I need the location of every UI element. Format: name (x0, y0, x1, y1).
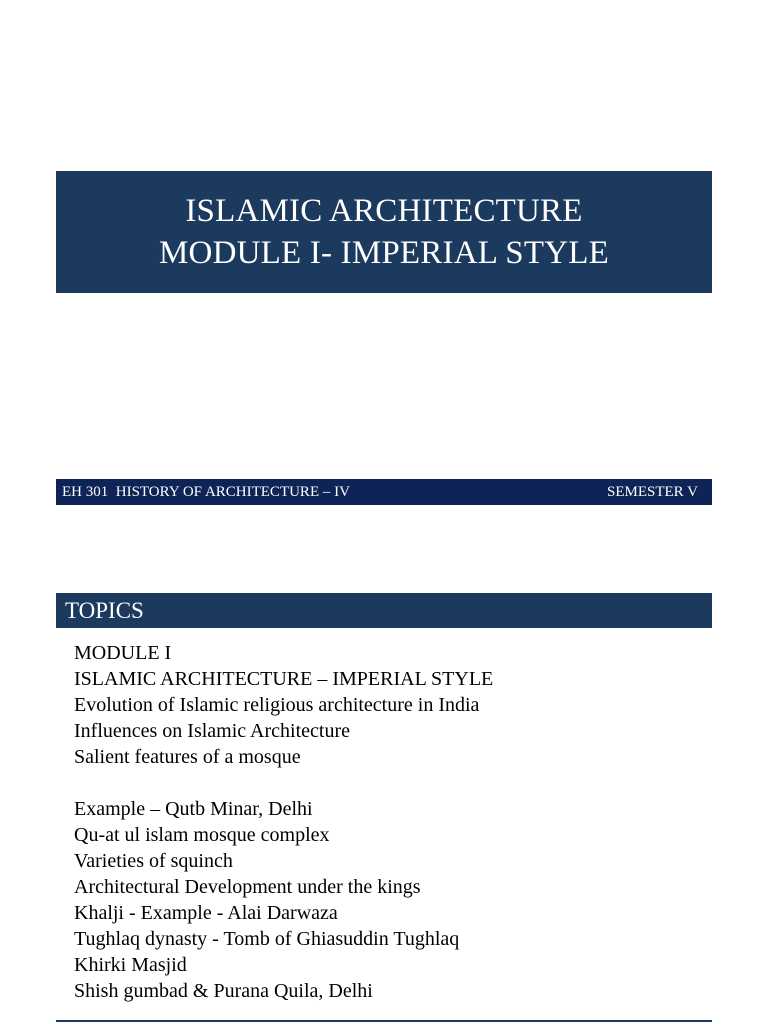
list-item: ISLAMIC ARCHITECTURE – IMPERIAL STYLE (74, 668, 494, 690)
list-item: Shish gumbad & Purana Quila, Delhi (74, 980, 373, 1002)
list-item: Salient features of a mosque (74, 746, 301, 768)
list-item: Varieties of squinch (74, 850, 233, 872)
course-bar (56, 479, 712, 505)
list-item: MODULE I (74, 642, 172, 664)
list-spacer (74, 770, 694, 796)
course-title: EH 301 HISTORY OF ARCHITECTURE – IV (62, 484, 350, 500)
list-item: Influences on Islamic Architecture (74, 720, 350, 742)
list-item: Qu-at ul islam mosque complex (74, 824, 330, 846)
list-item: Evolution of Islamic religious architecture in India (74, 694, 480, 716)
list-item: Architectural Development under the kings (74, 876, 421, 898)
topics-list (74, 640, 694, 1004)
list-item: Khirki Masjid (74, 954, 187, 976)
topics-heading: TOPICS (56, 593, 712, 628)
list-item: Example – Qutb Minar, Delhi (74, 798, 313, 820)
list-item: Tughlaq dynasty - Tomb of Ghiasuddin Tughlaq (74, 928, 460, 950)
title-line-1: ISLAMIC ARCHITECTURE (185, 193, 583, 229)
semester-label: SEMESTER V (607, 484, 698, 500)
bottom-divider (56, 1020, 712, 1022)
list-item: Khalji - Example - Alai Darwaza (74, 902, 338, 924)
title-banner (56, 171, 712, 293)
title-line-2: MODULE I- IMPERIAL STYLE (159, 235, 609, 271)
